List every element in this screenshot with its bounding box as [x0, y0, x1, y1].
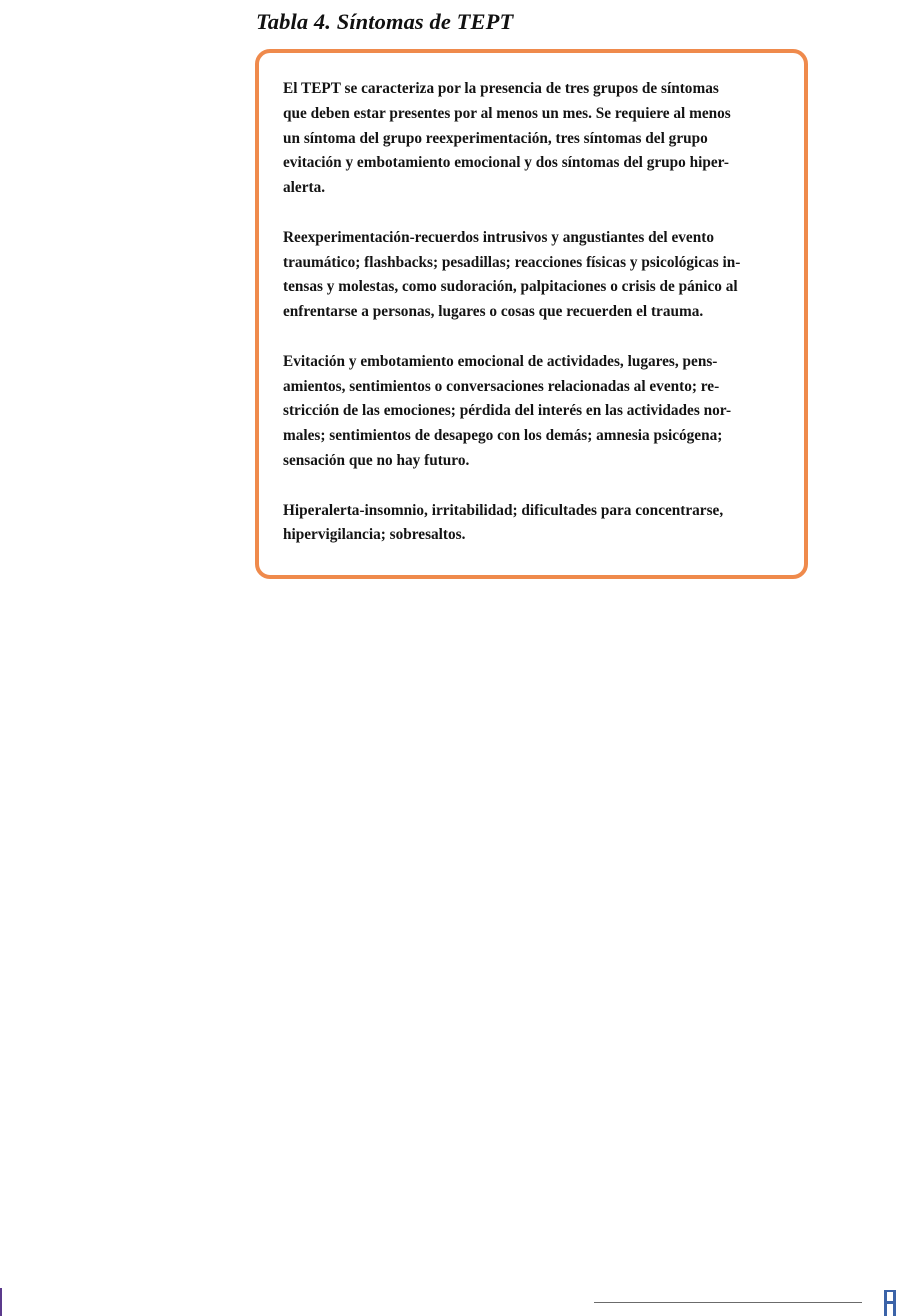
hyperarousal-paragraph: Hiperalerta-insomnio, irritabilidad; dificultades para concentrarse, hipervigilancia; sobresaltos. [283, 501, 724, 544]
symptoms-box [255, 49, 808, 579]
avoidance-paragraph: Evitación y embotamiento emocional de actividades, lugares, pens- amientos, sentimientos o conversaciones relacionadas al evento; re- stricción de las emociones; pérdida del interés en las actividades nor- males; sentimientos de desapego con los demás; amnesia psicógena; sensación que no hay futuro. [283, 352, 732, 469]
left-edge-mark [0, 1288, 2, 1316]
table-title: Tabla 4. Síntomas de TEPT [256, 9, 514, 34]
reexperimentation-paragraph: Reexperimentación-recuerdos intrusivos y angustiantes del evento traumático; flashbacks; pesadillas; reacciones físicas y psicológicas in- tensas y molestas, como sudoración, palpitaciones o crisis de pánico al enfrentarse a personas, lugares o cosas que recuerden el trauma. [283, 228, 741, 321]
intro-paragraph: El TEPT se caracteriza por la presencia de tres grupos de síntomas que deben estar presentes por al menos un mes. Se requiere al menos un síntoma del grupo reexperimentación, tres síntomas del grupo evitación y embotamiento emocional y dos síntomas del grupo hiper- alerta. [283, 80, 731, 197]
footer-rule [594, 1302, 862, 1303]
h-logo-icon [882, 1288, 898, 1316]
